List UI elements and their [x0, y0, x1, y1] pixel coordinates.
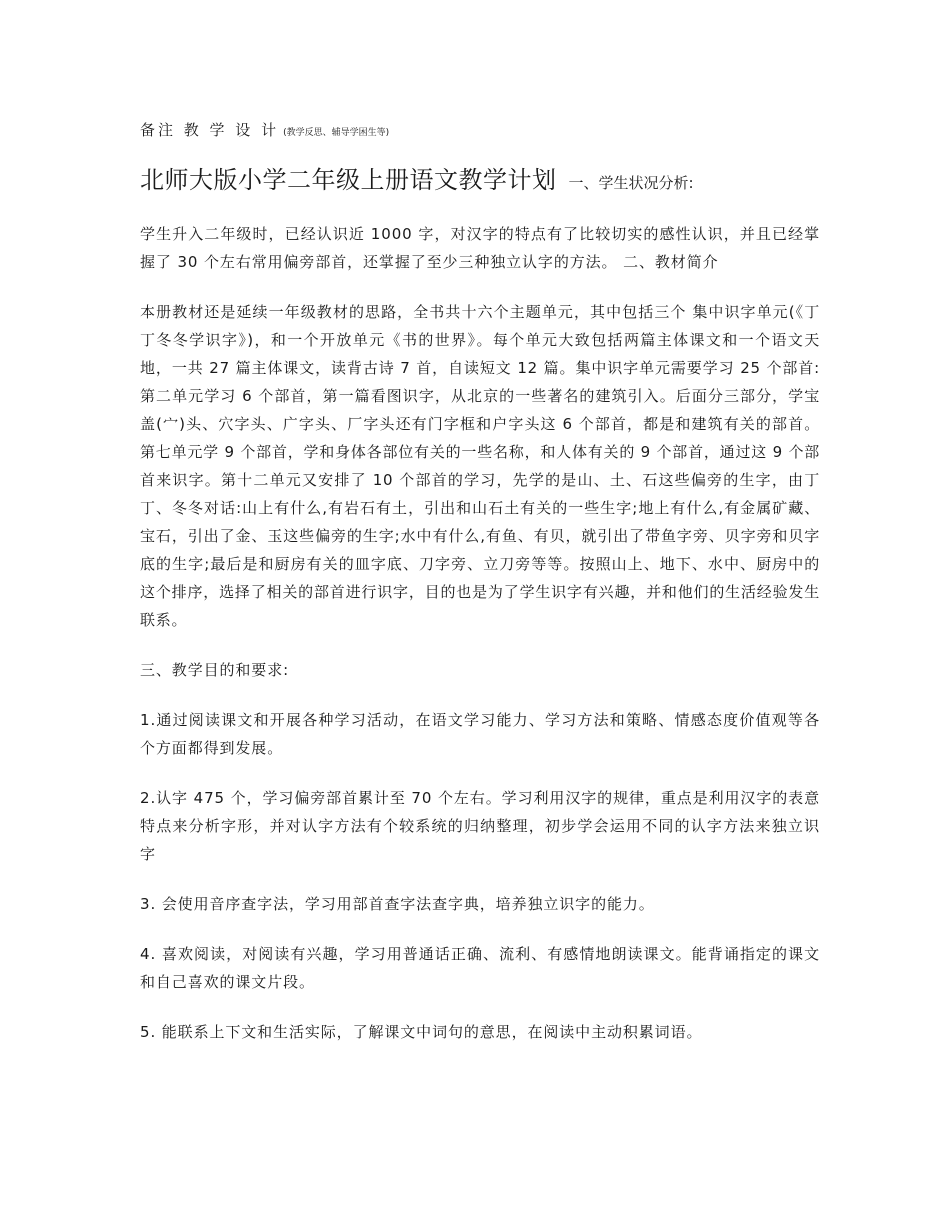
goal-item-3: 3. 会使用音序查字法，学习用部首查字法查字典，培养独立识字的能力。 [140, 895, 655, 913]
header-note-main: 备注 教 学 设 计 [140, 121, 280, 139]
goal-item-2: 2.认字 475 个，学习偏旁部首累计至 70 个左右。学习利用汉字的规律，重点是利用汉字的表意特点来分析字形，并对认字方法有个较系统的归纳整理，初步学会运用不同的认字方法来独立识字 [140, 789, 820, 863]
section-heading-goals: 三、教学目的和要求: [140, 661, 290, 679]
header-note-small: (教学反思、辅导学困生等) [283, 128, 390, 138]
paragraph-textbook-intro: 本册教材还是延续一年级教材的思路，全书共十六个主题单元，其中包括三个 集中识字单元(《丁丁冬冬学识字》)，和一个开放单元《书的世界》。每个单元大致包括两篇主体课文和一个语文天地，一共 27 篇主体课文，读背古诗 7 首，自读短文 12 篇。集中识字单元需要学习 25 个部首:第二单元学习 6 个部首，第一篇看图识字，从北京的一些著名的建筑引入。后面分三部分，学宝盖(宀)头、穴字头、广字头、厂字头还有门字框和户字头这 6 个部首，都是和建筑有关的部首。第七单元学 9 个部首，学和身体各部位有关的一些名称，和人体有关的 9 个部首，通过这 9 个部首来识字。第十二单元又安排了 10 个部首的学习，先学的是山、土、石这些偏旁的生字，由丁丁、冬冬对话:山上有什么,有岩石有土，引出和山石土有关的一些生字;地上有什么,有金属矿藏、宝石，引出了金、玉这些偏旁的生字;水中有什么,有鱼、有贝，就引出了带鱼字旁、贝字旁和贝字底的生字;最后是和厨房有关的皿字底、刀字旁、立刀旁等等。按照山上、地下、水中、厨房中的这个排序，选择了相关的部首进行识字，目的也是为了学生识字有兴趣，并和他们的生活经验发生联系。 [140, 303, 820, 629]
goal-item-1: 1.通过阅读课文和开展各种学习活动，在语文学习能力、学习方法和策略、情感态度价值观等各个方面都得到发展。 [140, 711, 820, 757]
title-line [140, 163, 820, 200]
header-note [140, 118, 820, 145]
document-page [140, 118, 820, 1068]
goal-item-4: 4. 喜欢阅读，对阅读有兴趣，学习用普通话正确、流利、有感情地朗读课文。能背诵指定的课文和自己喜欢的课文片段。 [140, 945, 820, 991]
paragraph-student-status: 学生升入二年级时，已经认识近 1000 字，对汉字的特点有了比较切实的感性认识，并且已经掌握了 30 个左右常用偏旁部首，还掌握了至少三种独立认字的方法。 二、教材简介 [140, 225, 820, 271]
document-title: 北师大版小学二年级上册语文教学计划 [140, 166, 557, 194]
section-heading-student-analysis: 一、学生状况分析: [568, 174, 694, 192]
goal-item-5: 5. 能联系上下文和生活实际，了解课文中词句的意思，在阅读中主动积累词语。 [140, 1023, 703, 1041]
